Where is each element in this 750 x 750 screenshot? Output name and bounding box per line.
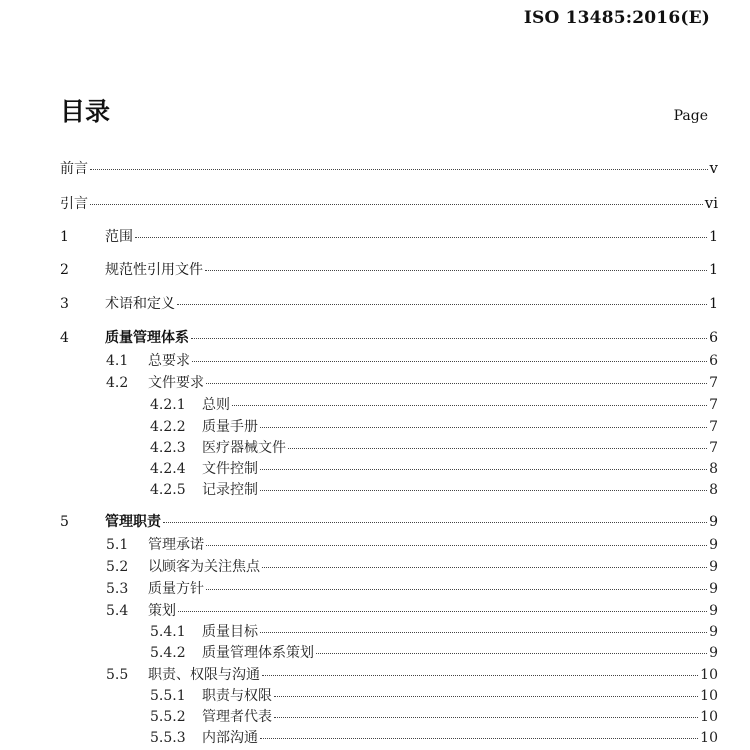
toc-entry-title: 质量目标 <box>202 624 258 640</box>
toc-entry-page: 9 <box>709 645 718 661</box>
toc-entry-number: 5.4 <box>106 603 129 619</box>
toc-entry-number: 5.5.2 <box>150 709 186 725</box>
toc-entry-5-4-2[interactable] <box>150 643 718 663</box>
toc-entry-page: 9 <box>709 603 718 619</box>
toc-entry-number: 2 <box>60 262 69 278</box>
leader-dots <box>205 270 707 271</box>
leader-dots <box>316 653 707 654</box>
toc-entry-page: 8 <box>709 461 718 477</box>
toc-entry-title: 范围 <box>105 229 133 245</box>
toc-entry-number: 1 <box>60 229 69 245</box>
toc-entry-page: 10 <box>700 667 718 683</box>
toc-entry-title: 记录控制 <box>202 482 258 498</box>
page-column-label: Page <box>673 108 708 124</box>
toc-entry-number: 5.4.1 <box>150 624 186 640</box>
leader-dots <box>262 675 698 676</box>
toc-entry-title: 总则 <box>202 397 230 413</box>
leader-dots <box>206 545 707 546</box>
toc-entry-number: 5 <box>60 514 69 530</box>
toc-entry-page: 7 <box>709 375 718 391</box>
toc-entry-page: 9 <box>709 514 718 530</box>
toc-entry-number: 5.5.3 <box>150 730 186 746</box>
toc-entry-2[interactable] <box>60 260 718 280</box>
toc-entry-number: 4.1 <box>106 353 129 369</box>
toc-entry-number: 5.4.2 <box>150 645 186 661</box>
toc-entry-4[interactable] <box>60 328 718 348</box>
toc-entry-page: 8 <box>709 482 718 498</box>
toc-entry-number: 4.2.1 <box>150 397 186 413</box>
toc-entry-title: 质量方针 <box>148 581 204 597</box>
toc-entry-page: 6 <box>709 330 718 346</box>
toc-entry-title: 术语和定义 <box>105 296 175 312</box>
toc-entry-page: 9 <box>709 559 718 575</box>
toc-entry-title: 管理职责 <box>105 514 161 530</box>
leader-dots <box>178 611 707 612</box>
toc-entry-title: 文件要求 <box>148 375 204 391</box>
toc-entry-page: 9 <box>709 537 718 553</box>
toc-entry-page: 6 <box>709 353 718 369</box>
leader-dots <box>206 383 707 384</box>
leader-dots <box>232 405 707 406</box>
toc-entry-number: 5.2 <box>106 559 129 575</box>
toc-entry-page: v <box>709 159 718 177</box>
toc-entry-4-2-5[interactable] <box>150 480 718 500</box>
toc-entry-page: 9 <box>709 581 718 597</box>
toc-entry-introduction[interactable] <box>60 193 718 213</box>
toc-entry-title: 职责与权限 <box>202 688 272 704</box>
leader-dots <box>90 204 703 205</box>
leader-dots <box>260 469 707 470</box>
toc-entry-5-5[interactable] <box>106 665 718 685</box>
toc-entry-4-1[interactable] <box>106 351 718 371</box>
toc-entry-5-5-1[interactable] <box>150 686 718 706</box>
toc-entry-page: 10 <box>700 709 718 725</box>
toc-entry-title: 策划 <box>148 603 176 619</box>
toc-entry-number: 3 <box>60 296 69 312</box>
toc-entry-title: 质量管理体系策划 <box>202 645 314 661</box>
leader-dots <box>260 427 707 428</box>
leader-dots <box>262 567 707 568</box>
toc-entry-5-5-2[interactable] <box>150 707 718 727</box>
toc-entry-5-5-3[interactable] <box>150 728 718 748</box>
toc-entry-1[interactable] <box>60 227 718 247</box>
toc-entry-number: 4 <box>60 330 69 346</box>
toc-entry-4-2-3[interactable] <box>150 438 718 458</box>
toc-entry-title: 管理者代表 <box>202 709 272 725</box>
toc-entry-4-2-4[interactable] <box>150 459 718 479</box>
toc-entry-5-4-1[interactable] <box>150 622 718 642</box>
toc-entry-number: 4.2.4 <box>150 461 186 477</box>
leader-dots <box>177 304 707 305</box>
toc-entry-4-2[interactable] <box>106 373 718 393</box>
leader-dots <box>260 490 707 491</box>
toc-entry-number: 5.5 <box>106 667 129 683</box>
toc-entry-page: 7 <box>709 419 718 435</box>
leader-dots <box>206 589 707 590</box>
toc-entry-number: 5.5.1 <box>150 688 186 704</box>
toc-title: 目录 <box>60 97 111 126</box>
toc-entry-page: 10 <box>700 730 718 746</box>
toc-entry-preface[interactable] <box>60 158 718 178</box>
toc-entry-number: 5.1 <box>106 537 129 553</box>
toc-entry-number: 4.2.3 <box>150 440 186 456</box>
leader-dots <box>135 237 707 238</box>
leader-dots <box>191 338 707 339</box>
toc-entry-5-2[interactable] <box>106 557 718 577</box>
toc-entry-5[interactable] <box>60 512 718 532</box>
toc-entry-page: 1 <box>709 229 718 245</box>
toc-entry-title: 医疗器械文件 <box>202 440 286 456</box>
toc-entry-title: 质量管理体系 <box>105 330 189 346</box>
leader-dots <box>274 717 698 718</box>
toc-entry-page: 1 <box>709 262 718 278</box>
toc-entry-page: 7 <box>709 440 718 456</box>
toc-entry-page: 1 <box>709 296 718 312</box>
leader-dots <box>274 696 698 697</box>
toc-entry-title: 前言 <box>60 161 88 177</box>
toc-entry-title: 规范性引用文件 <box>105 262 203 278</box>
toc-entry-page: 10 <box>700 688 718 704</box>
toc-entry-5-4[interactable] <box>106 601 718 621</box>
toc-entry-number: 5.3 <box>106 581 129 597</box>
document-standard-header: ISO 13485:2016(E) <box>523 8 710 28</box>
leader-dots <box>260 738 698 739</box>
toc-entry-title: 以顾客为关注焦点 <box>148 559 260 575</box>
toc-entry-title: 总要求 <box>148 353 190 369</box>
toc-entry-page: vi <box>704 194 718 212</box>
toc-entry-4-2-2[interactable] <box>150 417 718 437</box>
toc-entry-title: 引言 <box>60 196 88 212</box>
toc-entry-page: 7 <box>709 397 718 413</box>
leader-dots <box>288 448 707 449</box>
toc-entry-title: 文件控制 <box>202 461 258 477</box>
toc-entry-number: 4.2 <box>106 375 129 391</box>
toc-entry-title: 质量手册 <box>202 419 258 435</box>
leader-dots <box>192 361 707 362</box>
leader-dots <box>260 632 707 633</box>
leader-dots <box>163 522 707 523</box>
toc-entry-number: 4.2.2 <box>150 419 186 435</box>
toc-entry-3[interactable] <box>60 294 718 314</box>
toc-entry-4-2-1[interactable] <box>150 395 718 415</box>
toc-entry-title: 内部沟通 <box>202 730 258 746</box>
toc-entry-title: 管理承诺 <box>148 537 204 553</box>
toc-entry-page: 9 <box>709 624 718 640</box>
leader-dots <box>90 169 708 170</box>
toc-entry-5-1[interactable] <box>106 535 718 555</box>
toc-entry-number: 4.2.5 <box>150 482 186 498</box>
toc-entry-title: 职责、权限与沟通 <box>148 667 260 683</box>
toc-entry-5-3[interactable] <box>106 579 718 599</box>
